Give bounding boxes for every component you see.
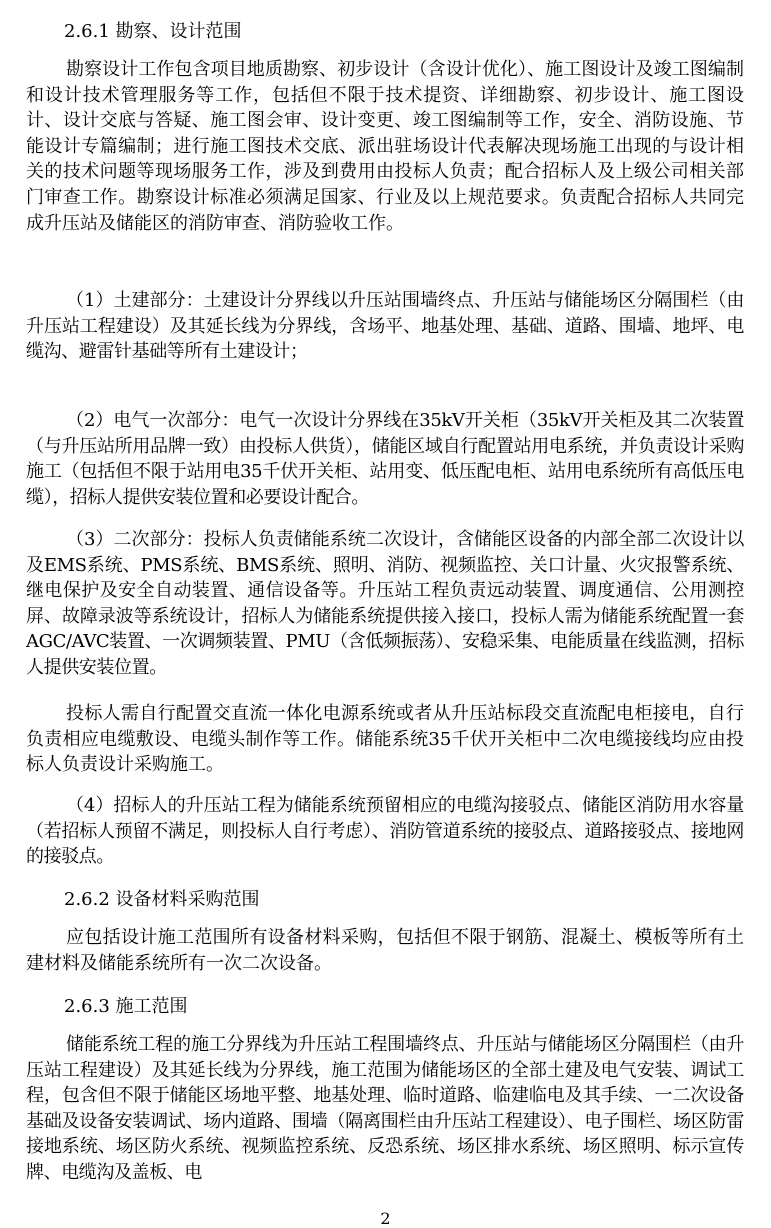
paragraph-electrical-primary: （2）电气一次部分：电气一次设计分界线在35kV开关柜（35kV开关柜及其二次装置（与升压站所用品牌一致）由投标人供货），储能区域自行配置站用电系统，并负责设计采购施工（包括但不限于站用电35千伏开关柜、站用变、低压配电柜、站用电系统所有高低压电缆），招标人提供安装位置和必要设计配合。 [26, 410, 744, 508]
paragraph-interface-points: （4）招标人的升压站工程为储能系统预留相应的电缆沟接驳点、储能区消防用水容量（若招标人预留不满足，则投标人自行考虑）、消防管道系统的接驳点、道路接驳点、接地网的接驳点。 [26, 795, 744, 868]
section-heading-2-6-3: 2.6.3 施工范围 [64, 996, 188, 1017]
paragraph-construction-scope: 储能系统工程的施工分界线为升压站工程围墙终点、升压站与储能场区分隔围栏（由升压站工程建设）及其延长线为分界线，施工范围为储能场区的全部土建及电气安装、调试工程，包含但不限于储能区场地平整、地基处理、临时道路、临建临电及其手续、一二次设备基础及设备安装调试、场内道路、围墙（隔离围栏由升压站工程建设）、电子围栏、场区防雷接地系统、场区防火系统、视频监控系统、反恐系统、场区排水系统、场区照明、标示宣传牌、电缆沟及盖板、电 [26, 1034, 744, 1183]
section-heading-2-6-2: 2.6.2 设备材料采购范围 [64, 889, 260, 910]
paragraph-dc-power-supply: 投标人需自行配置交直流一体化电源系统或者从升压站标段交直流配电柜接电，自行负责相应电缆敷设、电缆头制作等工作。储能系统35千伏开关柜中二次电缆接线均应由投标人负责设计采购施工。 [26, 703, 744, 776]
paragraph-survey-design-scope: 勘察设计工作包含项目地质勘察、初步设计（含设计优化）、施工图设计及竣工图编制和设计技术管理服务等工作，包括但不限于技术提资、详细勘察、初步设计、施工图设计、设计交底与答疑、施工图会审、设计变更、竣工图编制等工作，安全、消防设施、节能设计专篇编制；进行施工图技术交底、派出驻场设计代表解决现场施工出现的与设计相关的技术问题等现场服务工作，涉及到费用由投标人负责；配合招标人及上级公司相关部门审查工作。勘察设计标准必须满足国家、行业及以上规范要求。负责配合招标人共同完成升压站及储能区的消防审查、消防验收工作。 [26, 59, 744, 234]
paragraph-secondary-systems: （3）二次部分：投标人负责储能系统二次设计，含储能区设备的内部全部二次设计以及EMS系统、PMS系统、BMS系统、照明、消防、视频监控、关口计量、火灾报警系统、继电保护及安全自动装置、通信设备等。升压站工程负责远动装置、调度通信、公用测控屏、故障录波等系统设计，招标人为储能系统提供接入接口，投标人需为储能系统配置一套AGC/AVC装置、一次调频装置、PMU（含低频振荡）、安稳采集、电能质量在线监测，招标人提供安装位置。 [26, 529, 744, 678]
paragraph-procurement-scope: 应包括设计施工范围所有设备材料采购，包括但不限于钢筋、混凝土、模板等所有土建材料及储能系统所有一次二次设备。 [26, 927, 744, 974]
paragraph-civil-works: （1）土建部分：土建设计分界线以升压站围墙终点、升压站与储能场区分隔围栏（由升压站工程建设）及其延长线为分界线，含场平、地基处理、基础、道路、围墙、地坪、电缆沟、避雷针基础等所有土建设计； [26, 290, 744, 363]
section-heading-2-6-1: 2.6.1 勘察、设计范围 [64, 21, 242, 42]
page-number: 2 [380, 1209, 391, 1228]
